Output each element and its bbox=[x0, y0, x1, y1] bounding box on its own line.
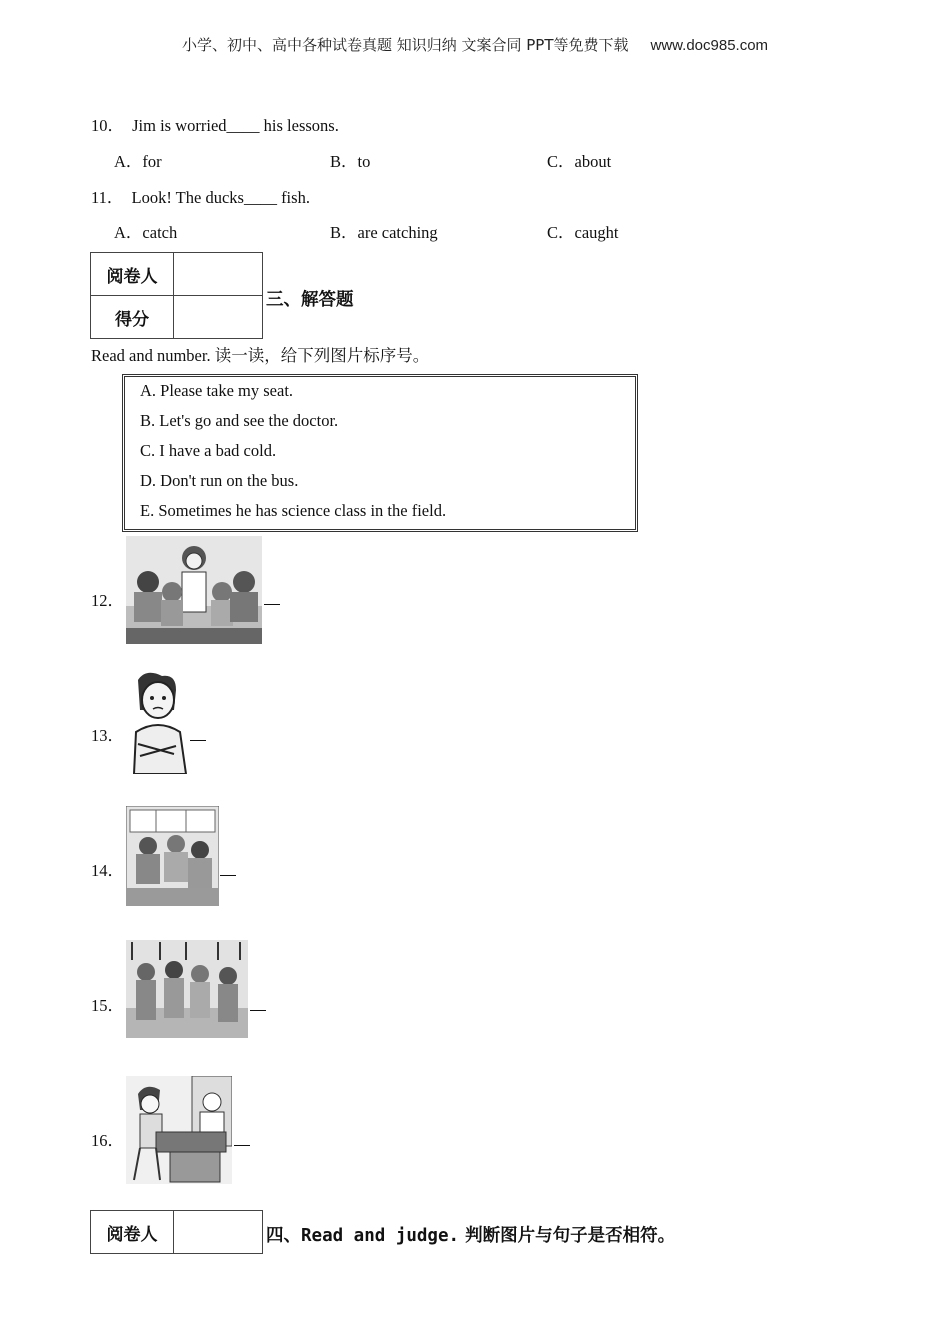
option-a[interactable]: A．for bbox=[114, 152, 162, 171]
reader-label: 阅卷人 bbox=[91, 253, 174, 296]
doctor-visit-picture bbox=[126, 1076, 232, 1184]
answer-blank[interactable] bbox=[190, 740, 206, 741]
sick-girl-picture bbox=[126, 670, 188, 774]
answer-blank[interactable] bbox=[234, 1145, 250, 1146]
option-b[interactable]: B．are catching bbox=[330, 223, 438, 242]
page-header bbox=[0, 34, 950, 55]
section-4-title bbox=[266, 1222, 675, 1247]
picture-15-number: 15． bbox=[91, 996, 124, 1015]
option-c[interactable]: C．about bbox=[547, 152, 612, 171]
header-text: 小学、初中、高中各种试卷真题 知识归纳 文案合同 PPT等免费下载 bbox=[181, 36, 629, 54]
header-site: www.doc985.com bbox=[650, 37, 769, 54]
option-c[interactable]: C．caught bbox=[547, 223, 619, 242]
picture-12-number: 12． bbox=[91, 591, 124, 610]
option-a[interactable]: A．catch bbox=[114, 223, 178, 242]
section-4-prefix: 四、 bbox=[266, 1226, 301, 1246]
reader-field[interactable] bbox=[174, 253, 263, 296]
score-label: 得分 bbox=[91, 296, 174, 339]
picture-14-number: 14． bbox=[91, 861, 124, 880]
question-text: Look! The ducks____ fish. bbox=[131, 188, 310, 207]
question-11 bbox=[91, 184, 310, 208]
sentence-box bbox=[122, 374, 638, 532]
reader-field[interactable] bbox=[174, 1211, 263, 1254]
picture-16-number: 16． bbox=[91, 1131, 124, 1150]
score-field[interactable] bbox=[174, 296, 263, 339]
section-4-chinese: 判断图片与句子是否相符。 bbox=[459, 1226, 676, 1246]
question-10 bbox=[91, 112, 339, 136]
bus-passengers-picture bbox=[126, 806, 219, 906]
sentence-b: B. Let's go and see the doctor. bbox=[140, 411, 339, 430]
section-3-title: 三、解答题 bbox=[266, 290, 354, 310]
section-4-english: Read and judge. bbox=[301, 1226, 460, 1246]
question-number: 10． bbox=[91, 116, 124, 135]
answer-blank[interactable] bbox=[220, 875, 236, 876]
sentence-a: A. Please take my seat. bbox=[140, 381, 294, 400]
option-b[interactable]: B．to bbox=[330, 152, 371, 171]
grader-table-2 bbox=[90, 1210, 263, 1254]
answer-blank[interactable] bbox=[250, 1010, 266, 1011]
sentence-c: C. I have a bad cold. bbox=[140, 441, 277, 460]
sentence-d: D. Don't run on the bus. bbox=[140, 471, 299, 490]
question-number: 11． bbox=[91, 188, 124, 207]
grader-table bbox=[90, 252, 263, 339]
picture-13-number: 13． bbox=[91, 726, 124, 745]
section-3-instruction: Read and number. 读一读，给下列图片标序号。 bbox=[91, 346, 430, 365]
reader-label: 阅卷人 bbox=[91, 1211, 174, 1254]
class-with-teacher-picture bbox=[126, 536, 262, 644]
sentence-e: E. Sometimes he has science class in the field. bbox=[140, 501, 447, 520]
question-text: Jim is worried____ his lessons. bbox=[132, 116, 339, 135]
answer-blank[interactable] bbox=[264, 604, 280, 605]
students-in-field-picture bbox=[126, 940, 248, 1038]
